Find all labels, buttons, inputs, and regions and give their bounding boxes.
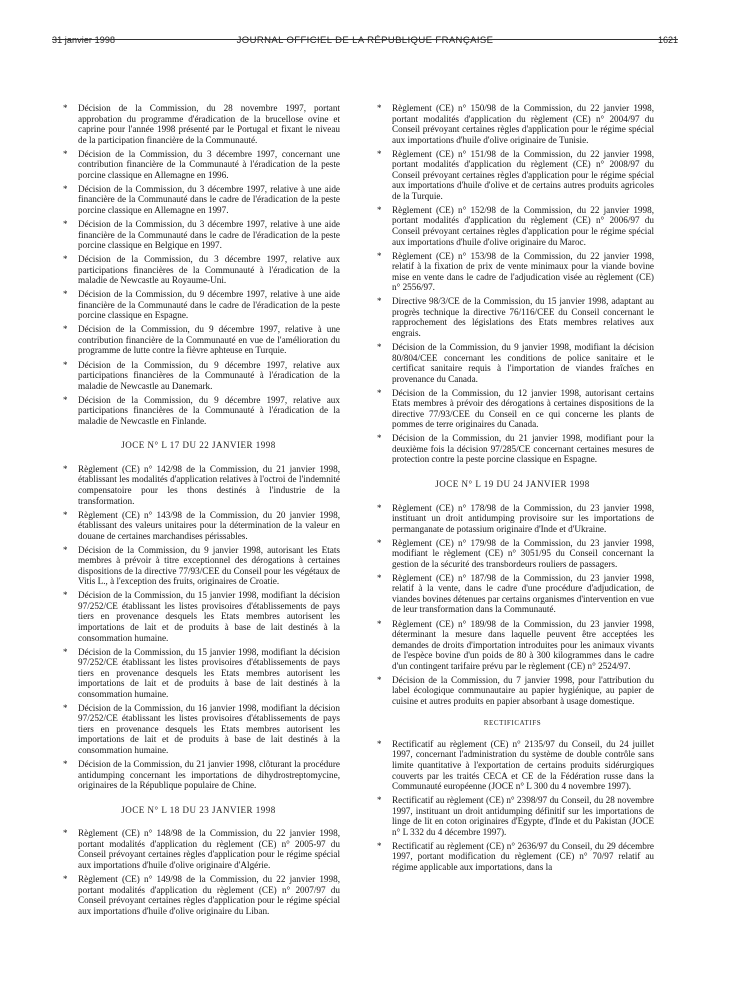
entry-item	[371, 538, 654, 570]
entry-item	[57, 103, 340, 145]
bullet-asterisk: *	[63, 463, 68, 474]
entry-text: Règlement (CE) n° 152/98 de la Commission, du 22 janvier 1998, portant modalités d'application du règlement (CE) n° 2006/97 du Conseil prévoyant certaines règles d'application pour le régime spécial aux importations d'huile d'olive originaire du Maroc.	[392, 204, 654, 247]
bullet-asterisk: *	[377, 204, 382, 215]
entry-item	[371, 841, 654, 873]
entry-text: Décision de la Commission, du 9 janvier 1998, modifiant la décision 80/804/CEE concernant les conditions de police sanitaire et le certificat sanitaire requis à l'importation de viandes fraîches en provenance du Canada.	[392, 341, 654, 384]
entry-text: Décision de la Commission, du 21 janvier 1998, clôturant la procédure antidumping concernant les importations de dihydrostreptomycine, originaires de la République populaire de Chine.	[78, 759, 340, 791]
bullet-asterisk: *	[377, 296, 382, 307]
entry-item	[371, 739, 654, 792]
entry-item	[57, 149, 340, 181]
entry-text: Règlement (CE) n° 187/98 de la Commission, du 23 janvier 1998, relatif à la vente, dans le cadre d'une procédure d'adjudication, de viandes bovines détenues par certains organismes d'intervention en vue de leur transformation dans la Communauté.	[392, 572, 654, 615]
entry-text: Décision de la Commission, du 9 décembre 1997, relative aux participations financières de la Communauté à l'éradication de la maladie de Newcastle au Danemark.	[78, 359, 340, 391]
entry-item	[371, 103, 654, 145]
entry-item	[57, 395, 340, 427]
entry-item	[57, 828, 340, 870]
entry-item	[57, 184, 340, 216]
entry-item	[57, 324, 340, 356]
section-heading: JOCE N° L 18 DU 23 JANVIER 1998	[121, 804, 276, 815]
entry-item	[371, 205, 654, 247]
entry-item	[371, 149, 654, 202]
entry-text: Rectificatif au règlement (CE) n° 2398/97 du Conseil, du 28 novembre 1997, instituant un droit antidumping définitif sur les importations de linge de lit en coton originaires d'Egypte, d'Inde et du Pakistan (JOCE n° L 332 du 4 décembre 1997).	[392, 795, 654, 837]
bullet-asterisk: *	[63, 324, 68, 335]
journal-title: JOURNAL OFFICIEL DE LA RÉPUBLIQUE FRANÇAISE	[236, 35, 494, 46]
page-number: 1621	[657, 35, 678, 45]
entry-text: Décision de la Commission, du 3 décembre 1997, relative aux participations financières de la Communauté à l'éradication de la maladie de Newcastle au Royaume-Uni.	[78, 254, 340, 286]
bullet-asterisk: *	[63, 509, 68, 520]
entry-item	[371, 573, 654, 615]
entry-text: Décision de la Commission, du 21 janvier 1998, modifiant pour la deuxième fois la décision 97/285/CE concernant certaines mesures de protection contre la peste porcine classique en Espagne.	[392, 433, 654, 465]
bullet-asterisk: *	[377, 738, 382, 749]
right-column	[371, 103, 654, 876]
entry-item	[57, 874, 340, 916]
bullet-asterisk: *	[63, 254, 68, 265]
entry-text: Règlement (CE) n° 143/98 de la Commission, du 20 janvier 1998, établissant des valeurs unitaires pour la détermination de la valeur en douane de certaines marchandises périssables.	[78, 509, 340, 541]
entry-text: Règlement (CE) n° 179/98 de la Commission, du 23 janvier 1998, modifiant le règlement (CE) n° 3051/95 du Conseil concernant la gestion de la sécurité des transbordeurs rouliers de passagers.	[392, 537, 654, 569]
bullet-asterisk: *	[377, 250, 382, 261]
bullet-asterisk: *	[63, 148, 68, 159]
entry-text: Règlement (CE) n° 151/98 de la Commission, du 22 janvier 1998, portant modalités d'application du règlement (CE) n° 2008/97 du Conseil prévoyant certaines règles d'application pour le régime spécial aux importations d'huile d'olive et de certains autres produits agricoles de la Turquie.	[392, 148, 654, 201]
entry-item	[371, 251, 654, 293]
entry-item	[57, 360, 340, 392]
entry-text: Décision de la Commission, du 15 janvier 1998, modifiant la décision 97/252/CE établissant les listes provisoires d'établissements de pays tiers en provenance desquels les Etats membres autorisent les importations de lait et de produits à base de lait destinés à la consommation humaine.	[78, 646, 340, 699]
entry-item	[57, 219, 340, 251]
entry-item	[57, 703, 340, 756]
entry-item	[57, 545, 340, 587]
bullet-asterisk: *	[63, 702, 68, 713]
entry-text: Décision de la Commission, du 9 décembre 1997, relative aux participations financières de la Communauté à l'éradication de la maladie de Newcastle en Finlande.	[78, 394, 340, 426]
entry-item	[57, 289, 340, 321]
entry-item	[371, 388, 654, 430]
section-heading: JOCE N° L 17 DU 22 JANVIER 1998	[121, 440, 276, 451]
entry-text: Rectificatif au règlement (CE) n° 2636/97 du Conseil, du 29 décembre 1997, portant modification du règlement (CE) n° 70/97 relatif au régime applicable aux importations, dans la	[392, 840, 654, 872]
entry-item	[371, 503, 654, 535]
bullet-asterisk: *	[63, 873, 68, 884]
entry-text: Directive 98/3/CE de la Commission, du 15 janvier 1998, adaptant au progrès technique la directive 76/116/CEE du Conseil concernant le rapprochement des législations des Etats membres relatives aux engrais.	[392, 296, 654, 338]
bullet-asterisk: *	[377, 840, 382, 851]
section-heading: JOCE N° L 19 DU 24 JANVIER 1998	[435, 479, 590, 489]
entry-text: Décision de la Commission, du 9 janvier 1998, autorisant les Etats membres à prévoir à titre exceptionnel des dérogations à certaines dispositions de la directive 77/93/CEE du Conseil pour les végétaux de Vitis L., à l'exception des fruits, originaires de Croatie.	[78, 544, 340, 587]
entry-text: Décision de la Commission, du 3 décembre 1997, concernant une contribution financière de la Communauté à l'éradication de la peste porcine classique en Allemagne en 1996.	[78, 148, 340, 180]
entry-text: Règlement (CE) n° 142/98 de la Commission, du 21 janvier 1998, établissant les modalités d'application relatives à l'octroi de l'indemnité compensatoire pour les thons destinés à l'industrie de la transformation.	[78, 463, 340, 506]
entry-text: Décision de la Commission, du 3 décembre 1997, relative à une aide financière de la Communauté dans le cadre de l'éradication de la peste porcine classique en Allemagne en 1997.	[78, 183, 340, 215]
bullet-asterisk: *	[377, 387, 382, 398]
section-heading: RECTIFICATIFS	[483, 719, 542, 728]
header-date: 31 janvier 1998	[52, 35, 116, 45]
bullet-asterisk: *	[377, 618, 382, 629]
entry-text: Règlement (CE) n° 153/98 de la Commission, du 22 janvier 1998, relatif à la fixation de prix de vente minimaux pour la viande bovine mise en vente dans le cadre de l'adjudication visée au règlement (CE) n° 2556/97.	[392, 250, 654, 293]
entry-item	[57, 464, 340, 506]
bullet-asterisk: *	[63, 828, 68, 839]
entry-text: Décision de la Commission, du 16 janvier 1998, modifiant la décision 97/252/CE établissant les listes provisoires d'établissements de pays tiers en provenance desquels les Etats membres autorisent les importations de lait et de produits à base de lait destinés à la consommation humaine.	[78, 702, 340, 756]
entry-text: Règlement (CE) n° 148/98 de la Commission, du 22 janvier 1998, portant modalités d'application du règlement (CE) n° 2005-97 du Conseil prévoyant certaines règles d'application pour le régime spécial aux importations d'huile d'olive originaire d'Algérie.	[78, 828, 340, 870]
bullet-asterisk: *	[63, 590, 68, 601]
entry-text: Décision de la Commission, du 3 décembre 1997, relative à une aide financière de la Communauté dans le cadre de l'éradication de la peste porcine classique en Belgique en 1997.	[78, 218, 340, 251]
bullet-asterisk: *	[63, 103, 68, 113]
bullet-asterisk: *	[63, 289, 68, 300]
bullet-asterisk: *	[63, 759, 68, 770]
entry-item	[57, 510, 340, 542]
entry-item	[57, 254, 340, 286]
entry-text: Règlement (CE) n° 178/98 de la Commission, du 23 janvier 1998, instituant un droit antidumping provisoire sur les importations de permanganate de potassium originaire d'Inde et d'Ukraine.	[392, 502, 654, 534]
bullet-asterisk: *	[377, 572, 382, 583]
page-header	[52, 22, 678, 52]
bullet-asterisk: *	[377, 148, 382, 159]
entry-item	[371, 619, 654, 672]
entry-item	[371, 296, 654, 338]
bullet-asterisk: *	[377, 341, 382, 352]
entry-text: Décision de la Commission, du 9 décembre 1997, relative à une contribution financière de la Communauté en vue de l'amélioration du programme de lutte contre la fièvre aphteuse en Turquie.	[78, 324, 340, 356]
entry-text: Rectificatif au règlement (CE) n° 2135/97 du Conseil, du 24 juillet 1997, concernant l'administration du système de double contrôle sans limite quantitative à l'exportation de certains produits sidérurgiques couverts par les traités CECA et CE de la Fédération russe dans la Communauté européenne (JOCE n° L 300 du 4 novembre 1997).	[392, 738, 654, 792]
entry-item	[371, 675, 654, 707]
entry-text: Règlement (CE) n° 189/98 de la Commission, du 23 janvier 1998, déterminant la mesure dans laquelle peuvent être acceptées les demandes de droits d'importation introduites pour les animaux vivants de l'espèce bovine d'un poids de 80 à 300 kilogrammes dans le cadre d'un contingent tarifaire prévu par le règlement (CE) n° 2524/97.	[392, 618, 654, 671]
entry-text: Décision de la Commission, du 7 janvier 1998, pour l'attribution du label écologique communautaire au papier hygiénique, au papier de cuisine et autres produits en papier absorbant à usage domestique.	[392, 674, 654, 706]
bullet-asterisk: *	[377, 537, 382, 548]
entry-item	[57, 759, 340, 791]
entry-item	[371, 795, 654, 837]
bullet-asterisk: *	[63, 544, 68, 555]
header-rule	[52, 39, 678, 40]
entry-text: Règlement (CE) n° 150/98 de la Commission, du 22 janvier 1998, portant modalités d'application du règlement (CE) n° 2004/97 du Conseil prévoyant certaines règles d'application pour le régime spécial aux importations d'huile d'olive originaire de Tunisie.	[392, 103, 654, 145]
entry-item	[371, 342, 654, 384]
entry-item	[57, 590, 340, 643]
bullet-asterisk: *	[63, 359, 68, 370]
bullet-asterisk: *	[377, 433, 382, 444]
entry-text: Décision de la Commission, du 28 novembre 1997, portant approbation du programme d'éradication de la brucellose ovine et caprine pour l'année 1998 présenté par le Portugal et fixant le niveau de la participation financière de la Communauté.	[78, 103, 340, 145]
bullet-asterisk: *	[63, 183, 68, 194]
bullet-asterisk: *	[63, 394, 68, 405]
bullet-asterisk: *	[63, 218, 68, 229]
left-column	[57, 103, 340, 920]
bullet-asterisk: *	[377, 502, 382, 513]
entry-item	[57, 647, 340, 700]
entry-item	[371, 433, 654, 465]
entry-text: Décision de la Commission, du 9 décembre 1997, relative à une aide financière de la Communauté dans le cadre de l'éradication de la peste porcine classique en Espagne.	[78, 289, 340, 321]
bullet-asterisk: *	[377, 103, 382, 113]
entry-text: Décision de la Commission, du 15 janvier 1998, modifiant la décision 97/252/CE établissant les listes provisoires d'établissements de pays tiers en provenance desquels les Etats membres autorisent les importations de lait et de produits à base de lait destinés à la consommation humaine.	[78, 590, 340, 643]
bullet-asterisk: *	[377, 674, 382, 685]
entry-text: Règlement (CE) n° 149/98 de la Commission, du 22 janvier 1998, portant modalités d'application du règlement (CE) n° 2007/97 du Conseil prévoyant certaines règles d'application pour le régime spécial aux importations d'huile d'olive originaire du Liban.	[78, 873, 340, 916]
entry-text: Décision de la Commission, du 12 janvier 1998, autorisant certains Etats membres à prévoir des dérogations à certaines dispositions de la directive 77/93/CEE du Conseil en ce qui concerne les plants de pommes de terre originaires du Canada.	[392, 387, 654, 430]
bullet-asterisk: *	[377, 795, 382, 806]
bullet-asterisk: *	[63, 646, 68, 657]
